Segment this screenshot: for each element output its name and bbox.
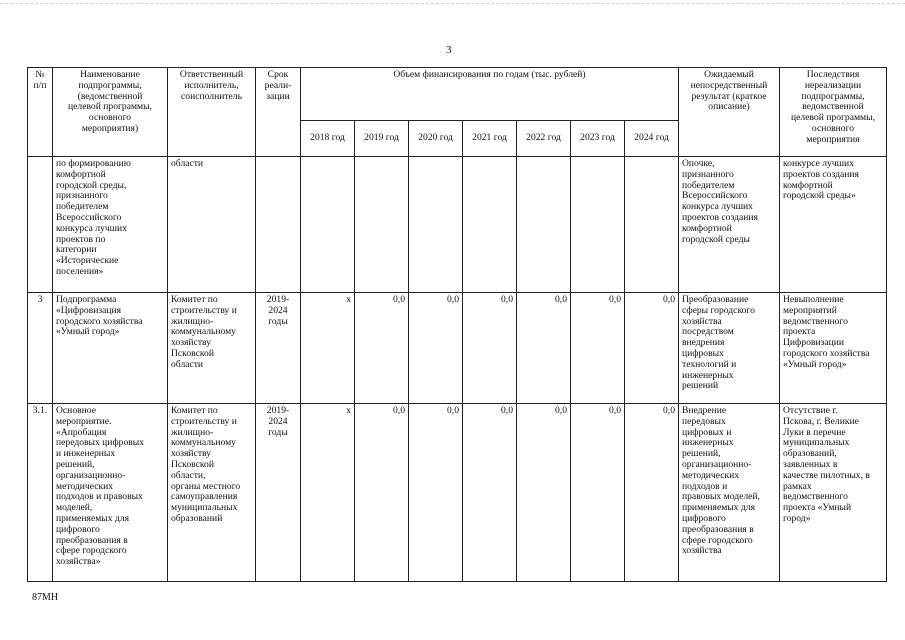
row-term: 2019- 2024 годы — [256, 293, 301, 404]
row-value: 0,0 — [355, 404, 409, 582]
table-row — [28, 293, 887, 404]
header-year: 2019 год — [355, 121, 409, 157]
row-term: 2019- 2024 годы — [256, 404, 301, 582]
row-value: 0,0 — [625, 293, 679, 404]
header-num: № п/п — [28, 68, 53, 157]
financing-table — [27, 67, 887, 582]
row-value: х — [301, 404, 355, 582]
header-year: 2024 год — [625, 121, 679, 157]
row-value — [463, 157, 517, 293]
header-year: 2022 год — [517, 121, 571, 157]
header-funding: Объем финансирования по годам (тыс. рублей) — [301, 68, 679, 121]
header-year: 2023 год — [571, 121, 625, 157]
row-value: 0,0 — [409, 293, 463, 404]
row-name: по формированию комфортной городской среды, признанного победителем Всероссийского конкурса лучших проектов по категории «Исторические поселения» — [53, 157, 168, 293]
row-value: 0,0 — [571, 404, 625, 582]
row-num — [28, 157, 53, 293]
row-term — [256, 157, 301, 293]
row-value — [409, 157, 463, 293]
row-value: 0,0 — [355, 293, 409, 404]
row-value — [571, 157, 625, 293]
scan-top-edge — [0, 3, 905, 4]
row-value — [301, 157, 355, 293]
header-year: 2021 год — [463, 121, 517, 157]
header-term: Срок реали- зации — [256, 68, 301, 157]
header-expected: Ожидаемый непосредственный результат (краткое описание) — [679, 68, 780, 157]
row-value — [625, 157, 679, 293]
row-value: 0,0 — [463, 293, 517, 404]
row-expected: Опочке, признанного победителем Всероссийского конкурса лучших проектов создания комфортной городской среды — [679, 157, 780, 293]
page-number: 3 — [446, 44, 452, 56]
header-responsible: Ответственный исполнитель, соисполнитель — [168, 68, 256, 157]
row-num: 3.1. — [28, 404, 53, 582]
row-value: 0,0 — [517, 293, 571, 404]
table-row — [28, 404, 887, 582]
row-name: Основное мероприятие. «Апробация передовых цифровых и инженерных решений, организационно- методических подходов и правовых моделей, применяемых для цифрового преобразования в сфере городского хозяйства» — [53, 404, 168, 582]
row-expected: Преобразование сферы городского хозяйства посредством внедрения цифровых технологий и инженерных решений — [679, 293, 780, 404]
row-consequences: Невыполнение мероприятий ведомственного проекта Цифровизации городского хозяйства «Умный город» — [780, 293, 887, 404]
header-name: Наименование подпрограммы, (ведомственной целевой программы, основного мероприятия) — [53, 68, 168, 157]
header-consequences: Последствия нереализации подпрограммы, ведомственной целевой программы, основного мероприятия — [780, 68, 887, 157]
row-name: Подпрограмма «Цифровизация городского хозяйства «Умный город» — [53, 293, 168, 404]
row-value: 0,0 — [463, 404, 517, 582]
row-responsible: Комитет по строительству и жилищно- коммунальному хозяйству Псковской области, органы местного самоуправления муниципальных образований — [168, 404, 256, 582]
row-value: 0,0 — [409, 404, 463, 582]
row-value: 0,0 — [571, 293, 625, 404]
row-value: 0,0 — [517, 404, 571, 582]
row-responsible: Комитет по строительству и жилищно- коммунальному хозяйству Псковской области — [168, 293, 256, 404]
row-value — [355, 157, 409, 293]
row-value: х — [301, 293, 355, 404]
row-value: 0,0 — [625, 404, 679, 582]
row-value — [517, 157, 571, 293]
footer-code: 87МН — [32, 592, 59, 603]
row-consequences: конкурсе лучших проектов создания комфортной городской среды» — [780, 157, 887, 293]
header-year: 2018 год — [301, 121, 355, 157]
row-responsible: области — [168, 157, 256, 293]
header-year: 2020 год — [409, 121, 463, 157]
row-expected: Внедрение передовых цифровых и инженерных решений, организационно- методических подходов и правовых моделей, применяемых для цифрового преобразования в сфере городского хозяйства — [679, 404, 780, 582]
row-consequences: Отсутствие г. Пскова, г. Великие Луки в перечне муниципальных образований, заявленных в качестве пилотных, в рамках ведомственного проекта «Умный город» — [780, 404, 887, 582]
row-num: 3 — [28, 293, 53, 404]
table-row — [28, 157, 887, 293]
